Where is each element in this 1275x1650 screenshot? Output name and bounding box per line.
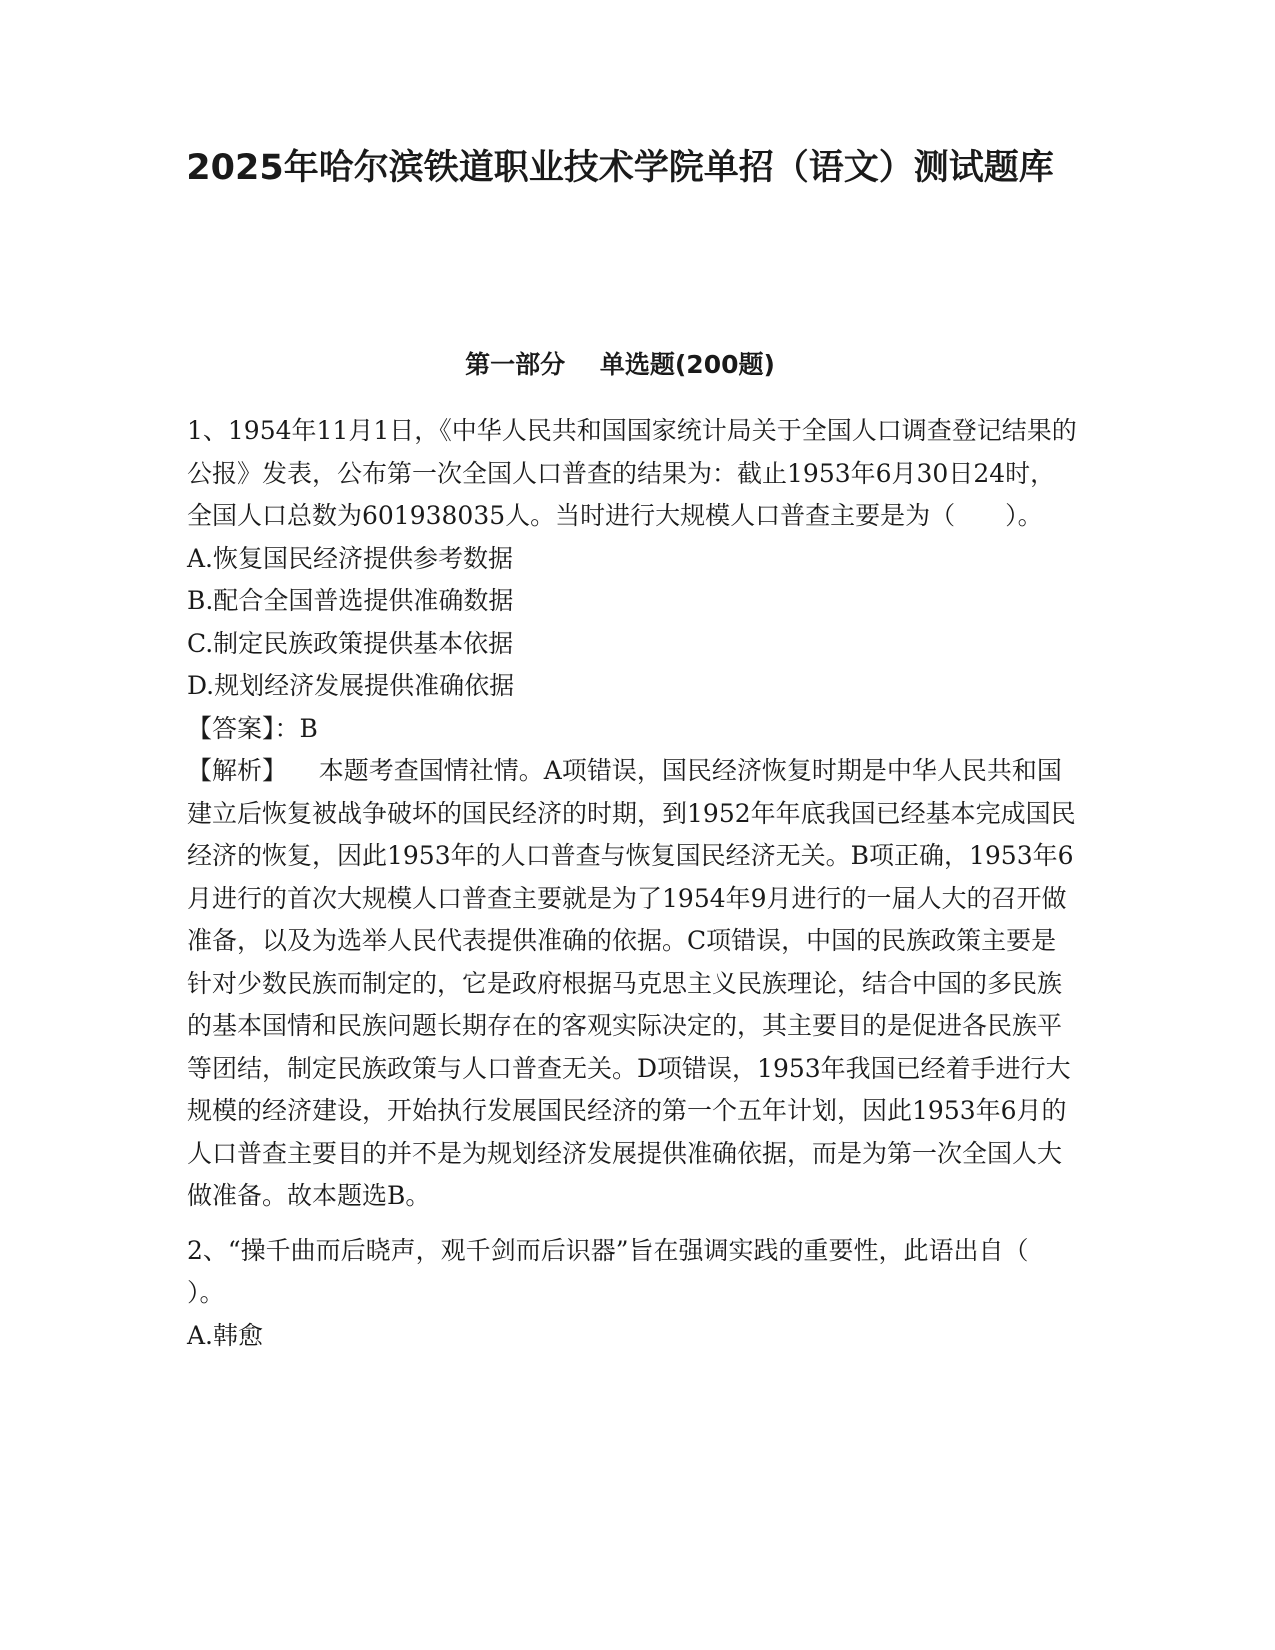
section-heading: 第一部分 单选题(200题) — [465, 350, 775, 379]
option-c: C.制定民族政策提供基本依据 — [187, 628, 514, 658]
option-a: A.恢复国民经济提供参考数据 — [187, 543, 514, 573]
document-title: 2025年哈尔滨铁道职业技术学院单招（语文）测试题库 — [186, 148, 1054, 188]
question-item — [187, 410, 1077, 1218]
question-stem: 2、“操千曲而后晓声，观千剑而后识器”旨在强调实践的重要性，此语出自（ ）。 — [187, 1235, 1079, 1307]
answer-value: B — [299, 713, 318, 743]
analysis-label: 【解析】 — [187, 756, 319, 785]
question-item — [187, 1230, 1077, 1358]
question-stem: 1、1954年11月1日，《中华人民共和国国家统计局关于全国人口调查登记结果的公报》发表，公布第一次全国人口普查的结果为：截止1953年6月30日24时，全国人口总数为601938035人。当时进行大规模人口普查主要是为（ ）。 — [187, 416, 1077, 530]
option-a: A.韩愈 — [187, 1320, 264, 1350]
option-b: B.配合全国普选提供准确数据 — [187, 586, 514, 615]
answer-label: 【答案】： — [187, 713, 300, 743]
analysis-paragraph — [187, 750, 1077, 1218]
question-list — [187, 410, 1077, 1357]
answer-line — [187, 708, 1077, 751]
analysis-text: 本题考查国情社情。A项错误，国民经济恢复时期是中华人民共和国建立后恢复被战争破坏的国民经济的时期，到1952年年底我国已经基本完成国民经济的恢复，因此1953年的人口普查与恢复国民经济无关。B项正确，1953年6月进行的首次大规模人口普查主要就是为了1954年9月进行的一届人大的召开做准备，以及为选举人民代表提供准确的依据。C项错误，中国的民族政策主要是针对少数民族而制定的，它是政府根据马克思主义民族理论，结合中国的多民族的基本国情和民族问题长期存在的客观实际决定的，其主要目的是促进各民族平等团结，制定民族政策与人口普查无关。D项错误，1953年我国已经着手进行大规模的经济建设，开始执行发展国民经济的第一个五年计划，因此1953年6月的人口普查主要目的并不是为规划经济发展提供准确依据，而是为第一次全国人大做准备。故本题选B。 — [187, 756, 1076, 1210]
option-d: D.规划经济发展提供准确依据 — [187, 671, 515, 700]
